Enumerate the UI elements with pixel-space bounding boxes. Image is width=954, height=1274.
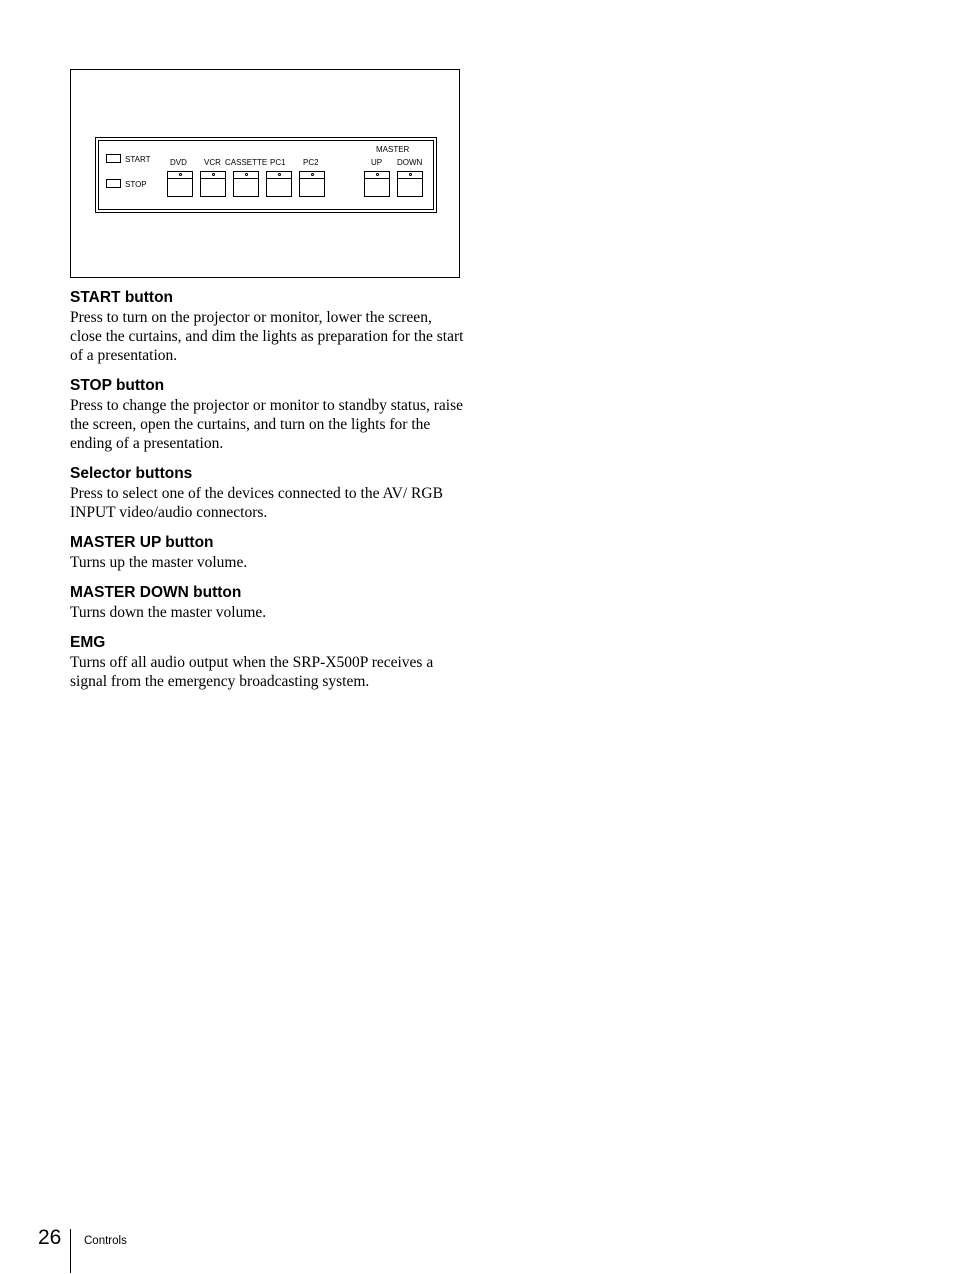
- master-up-button-illustration: [364, 171, 390, 197]
- section-heading: EMG: [70, 634, 106, 651]
- master-up-label: UP: [371, 158, 383, 167]
- indicator-led-icon: [179, 173, 182, 176]
- indicator-led-icon: [311, 173, 314, 176]
- stop-button-illustration: [106, 179, 121, 188]
- footer-divider: [70, 1229, 71, 1273]
- selector-label-pc1: PC1: [270, 158, 286, 167]
- selector-button-cassette: [233, 171, 259, 197]
- master-down-button-illustration: [397, 171, 423, 197]
- section-body: Turns off all audio output when the SRP-X500P receives a signal from the emergency broadcasting system.: [70, 654, 434, 690]
- section-body: Press to select one of the devices connected to the AV/ RGB INPUT video/audio connectors.: [70, 485, 443, 521]
- section-heading: MASTER UP button: [70, 534, 214, 551]
- start-label: START: [125, 155, 151, 164]
- selector-label-pc2: PC2: [303, 158, 319, 167]
- section-emg: [70, 633, 465, 691]
- section-master-down-button: [70, 583, 465, 622]
- page-number: 26: [38, 1226, 62, 1249]
- selector-button-vcr: [200, 171, 226, 197]
- master-down-label: DOWN: [397, 158, 423, 167]
- master-label: MASTER: [376, 145, 410, 154]
- selector-button-pc1: [266, 171, 292, 197]
- selector-button-pc2: [299, 171, 325, 197]
- indicator-led-icon: [376, 173, 379, 176]
- selector-button-dvd: [167, 171, 193, 197]
- section-body: Turns up the master volume.: [70, 554, 248, 571]
- section-body: Press to turn on the projector or monitor, lower the screen, close the curtains, and dim the lights as preparation for the start of a presentation.: [70, 309, 464, 364]
- indicator-led-icon: [212, 173, 215, 176]
- section-heading: STOP button: [70, 377, 165, 394]
- selector-label-vcr: VCR: [204, 158, 221, 167]
- section-selector-buttons: [70, 464, 465, 522]
- control-panel-figure: [70, 69, 460, 278]
- footer-section-name: Controls: [84, 1235, 127, 1247]
- indicator-led-icon: [278, 173, 281, 176]
- section-master-up-button: [70, 533, 465, 572]
- stop-label: STOP: [125, 180, 147, 189]
- indicator-led-icon: [409, 173, 412, 176]
- section-stop-button: [70, 376, 465, 453]
- section-body: Press to change the projector or monitor to standby status, raise the screen, open the curtains, and turn on the lights for the ending of a presentation.: [70, 397, 464, 452]
- start-button-illustration: [106, 154, 121, 163]
- control-descriptions: [70, 288, 465, 702]
- selector-label-cassette: CASSETTE: [225, 158, 268, 167]
- control-panel: [95, 137, 437, 213]
- section-body: Turns down the master volume.: [70, 604, 267, 621]
- section-heading: MASTER DOWN button: [70, 584, 242, 601]
- section-heading: START button: [70, 289, 174, 306]
- section-heading: Selector buttons: [70, 465, 193, 482]
- indicator-led-icon: [245, 173, 248, 176]
- selector-label-dvd: DVD: [170, 158, 187, 167]
- section-start-button: [70, 288, 465, 365]
